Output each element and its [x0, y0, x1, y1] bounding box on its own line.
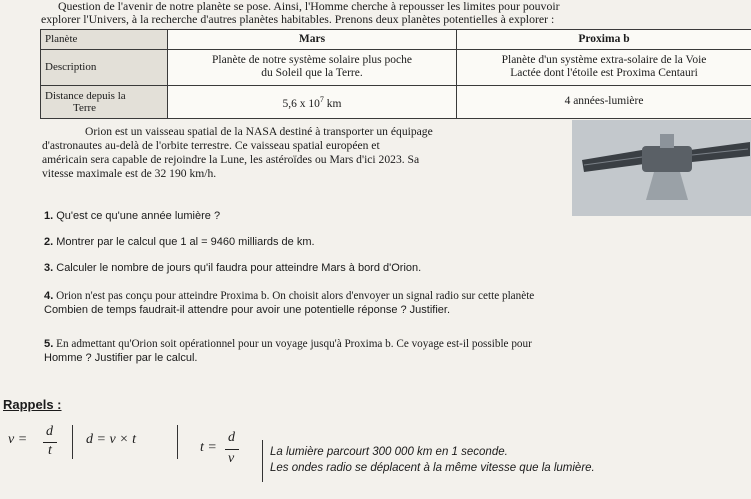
formula-time-den: v [228, 451, 235, 466]
formula-divider-2 [177, 425, 178, 459]
orion-spacecraft-icon [572, 120, 751, 216]
table-row-description: Description [41, 49, 168, 85]
proxima-description-line2: Lactée dont l'étoile est Proxima Centauri [510, 67, 698, 80]
formula-velocity-num: d [46, 424, 53, 439]
proxima-distance: 4 années-lumière [457, 85, 751, 118]
formula-divider-1 [72, 425, 73, 459]
question-3-number: 3. [44, 262, 54, 274]
formula-velocity-den: t [48, 443, 52, 458]
intro-line-1: Question de l'avenir de notre planète se pose. Ainsi, l'Homme cherche à repousser les limites pour pouvoir [58, 0, 560, 13]
question-5-line2: Homme ? Justifier par le calcul. [44, 352, 198, 364]
table-col-mars: Mars [168, 30, 457, 50]
question-2-number: 2. [44, 236, 54, 248]
orion-line-4: vitesse maximale est de 32 190 km/h. [42, 167, 217, 180]
question-4 [44, 290, 534, 316]
question-1 [44, 210, 220, 222]
row-distance-line1: Distance depuis la [45, 89, 126, 102]
question-1-text: Qu'est ce qu'une année lumière ? [56, 210, 221, 222]
question-5-number: 5. [44, 338, 54, 350]
mars-distance [168, 85, 457, 118]
question-3 [44, 262, 421, 274]
intro-line-2: explorer l'Univers, à la recherche d'autres planètes habitables. Prenons deux planètes potentielles à explorer : [41, 12, 555, 26]
orion-photo [572, 120, 751, 216]
mars-distance-unit: km [326, 97, 342, 110]
question-1-number: 1. [44, 210, 54, 222]
fraction-bar-2 [225, 449, 239, 450]
mars-description [168, 49, 457, 85]
question-3-text: Calculer le nombre de jours qu'il faudra pour atteindre Mars à bord d'Orion. [56, 262, 422, 274]
formula-time-num: d [228, 430, 235, 445]
table-col-proxima: Proxima b [457, 30, 751, 50]
question-4-line1 [44, 290, 534, 302]
proxima-description [457, 49, 751, 85]
formula-distance: d = v × t [86, 432, 136, 447]
question-5-line1 [44, 338, 532, 350]
proxima-description-line1: Planète d'un système extra-solaire de la Voie [501, 54, 707, 67]
mars-distance-base: 5,6 x 10 [282, 97, 320, 110]
mars-distance-exp: 7 [319, 94, 324, 104]
orion-line-1: Orion est un vaisseau spatial de la NASA destiné à transporter un équipage [85, 125, 433, 138]
rappel-note-2: Les ondes radio se déplacent à la même vitesse que la lumière. [270, 462, 595, 474]
question-4-number: 4. [44, 290, 54, 302]
row-distance-line2: Terre [73, 101, 97, 114]
rappel-note-1: La lumière parcourt 300 000 km en 1 seconde. [270, 446, 508, 458]
orion-line-2: d'astronautes au-delà de l'orbite terrestre. Ce vaisseau spatial européen et [42, 139, 380, 152]
formula-velocity-lhs: v = [8, 432, 28, 447]
question-5-text-1: En admettant qu'Orion soit opérationnel pour un voyage jusqu'à Proxima b. Ce voyage est-il possible pour [56, 338, 532, 350]
planet-table [40, 29, 751, 119]
table-row-distance [41, 85, 168, 118]
table-header-planete: Planète [41, 30, 168, 50]
question-4-text-1: Orion n'est pas conçu pour atteindre Proxima b. On choisit alors d'envoyer un signal radio sur cette planète [56, 290, 535, 302]
question-4-line2: Combien de temps faudrait-il attendre pour avoir une potentielle réponse ? Justifier. [44, 304, 451, 316]
question-2 [44, 236, 315, 248]
rappels-title: Rappels : [3, 397, 62, 412]
orion-line-3: américain sera capable de rejoindre la Lune, les astéroïdes ou Mars d'ici 2023. Sa [42, 153, 420, 166]
question-5 [44, 338, 532, 364]
formula-time-lhs: t = [200, 440, 217, 455]
mars-description-line1: Planète de notre système solaire plus poche [212, 54, 412, 67]
mars-description-line2: du Soleil que la Terre. [261, 67, 363, 80]
formula-divider-3 [262, 440, 263, 482]
question-2-text: Montrer par le calcul que 1 al = 9460 milliards de km. [56, 236, 315, 248]
